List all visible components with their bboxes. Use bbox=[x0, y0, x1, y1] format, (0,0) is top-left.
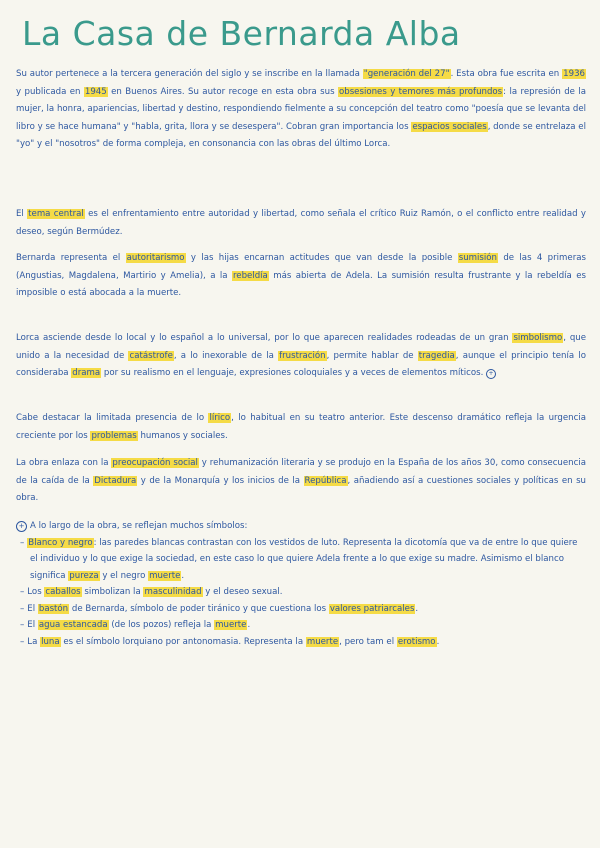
highlight: muerte bbox=[306, 636, 339, 647]
text: Su autor pertenece a la tercera generación del siglo y se inscribe en la llamada bbox=[16, 69, 363, 79]
highlight: masculinidad bbox=[144, 587, 202, 597]
highlight: rebeldía bbox=[232, 270, 268, 281]
text: , aunque el principio tenía lo consideraba bbox=[16, 350, 587, 378]
text: Los bbox=[27, 587, 45, 597]
text: es el enfrentamiento entre autoridad y libertad, como señala el crítico Ruiz Ramón, o el conflicto entre realidad y deseo, según Bermúdez. bbox=[16, 209, 586, 237]
page-title: La Casa de Bernarda Alba bbox=[22, 14, 461, 53]
highlight: erotismo bbox=[397, 636, 436, 647]
highlight: caballos bbox=[45, 587, 81, 597]
highlight: preocupación social bbox=[112, 458, 198, 468]
highlight: 1936 bbox=[563, 69, 586, 79]
highlight: "generación del 27" bbox=[363, 69, 450, 79]
highlight: luna bbox=[41, 636, 60, 647]
paragraph-context bbox=[16, 455, 586, 508]
text: La obra enlaza con la bbox=[16, 458, 112, 468]
paragraph-theme bbox=[16, 206, 586, 241]
text: . bbox=[415, 603, 419, 614]
text: El bbox=[27, 603, 38, 614]
text: La bbox=[27, 636, 41, 647]
text: , donde se entrelaza el "yo" y el "nosotros" de forma compleja, en consonancia con las obras del último Lorca. bbox=[16, 121, 586, 149]
highlight: Dictadura bbox=[94, 475, 137, 486]
text: de las 4 primeras (Angustias, Magdalena, Martirio y Amelia), a la bbox=[16, 253, 586, 281]
highlight: Blanco y negro bbox=[28, 537, 93, 548]
text: . Esta obra fue escrita en bbox=[450, 69, 563, 79]
highlight: autoritarismo bbox=[126, 253, 185, 263]
paragraph-lyric bbox=[16, 410, 586, 445]
text: A lo largo de la obra, se reflejan muchos símbolos: bbox=[30, 521, 248, 531]
text: . bbox=[436, 636, 440, 647]
text: y rehumanización literaria y se produjo en la España de los años 30, como consecuencia de la caída de la bbox=[16, 458, 586, 486]
text: : las paredes blancas contrastan con los vestidos de luto. Representa la dicotomía que va de entre lo que quiere el individuo y lo que exige la sociedad, en este caso lo que quiere Adela frente a lo que exige su madre. Asimismo el blanco significa bbox=[30, 537, 578, 581]
highlight: pureza bbox=[69, 570, 99, 581]
text: , que unido a la necesidad de bbox=[16, 333, 587, 361]
list-item: – Blanco y negro: las paredes blancas contrastan con los vestidos de luto. Representa la dicotomía que va de entre lo que quiere el individuo y lo que exige la sociedad, en este caso lo que quiere Adela frente a lo que exige su madre. Asimismo el blanco significa pureza y el negro muerte. bbox=[20, 537, 578, 581]
highlight: muerte bbox=[215, 620, 247, 630]
text: , añadiendo así a cuestiones sociales y políticas en su obra. bbox=[16, 475, 587, 503]
highlight: valores patriarcales bbox=[329, 603, 415, 614]
symbols-list bbox=[16, 518, 586, 650]
text: humanos y sociales. bbox=[137, 430, 228, 441]
highlight: drama bbox=[72, 368, 101, 378]
highlight: lírico bbox=[209, 413, 231, 423]
text: y las hijas encarnan actitudes que van desde la posible bbox=[185, 253, 458, 263]
text: y publicada en bbox=[16, 86, 84, 97]
text: Cabe destacar la limitada presencia de lo bbox=[16, 413, 209, 423]
list-item: – Los caballos simbolizan la masculinidad y el deseo sexual. bbox=[20, 587, 283, 597]
text: , a lo inexorable de la bbox=[173, 350, 279, 361]
highlight: muerte bbox=[149, 570, 181, 581]
text: por su realismo en el lenguaje, expresiones coloquiales y a veces de elementos míticos. bbox=[101, 368, 484, 378]
text: Lorca asciende desde lo local y lo español a lo universal, por lo que aparecen realidades rodeadas de un gran bbox=[16, 333, 513, 343]
highlight: problemas bbox=[91, 430, 137, 441]
text: El bbox=[16, 209, 28, 219]
text: Bernarda representa el bbox=[16, 253, 126, 263]
highlight: tragedia bbox=[418, 350, 455, 361]
highlight: bastón bbox=[38, 603, 69, 614]
circled-plus-icon: + bbox=[16, 521, 27, 532]
highlight: simbolismo bbox=[513, 333, 563, 343]
text: . bbox=[181, 570, 185, 581]
list-item: – La luna es el símbolo lorquiano por antonomasia. Representa la muerte, pero tam el erotismo. bbox=[20, 636, 440, 647]
text: en Buenos Aires. Su autor recoge en esta obra sus bbox=[107, 86, 338, 97]
highlight: agua estancada bbox=[38, 620, 108, 630]
text: , pero tam el bbox=[339, 636, 397, 647]
text: simbolizan la bbox=[81, 587, 144, 597]
highlight: sumisión bbox=[458, 253, 498, 263]
text: . bbox=[247, 620, 251, 630]
highlight: espacios sociales bbox=[412, 121, 487, 132]
text: y el negro bbox=[99, 570, 149, 581]
circled-plus-icon: + bbox=[486, 369, 496, 379]
highlight: catástrofe bbox=[129, 350, 173, 361]
highlight: tema central bbox=[28, 209, 84, 219]
list-item: – El bastón de Bernarda, símbolo de poder tiránico y que cuestiona los valores patriarcales. bbox=[20, 603, 419, 614]
text: , permite hablar de bbox=[326, 350, 418, 361]
text: de Bernarda, símbolo de poder tiránico y que cuestiona los bbox=[69, 603, 329, 614]
list-item: – El agua estancada (de los pozos) refleja la muerte. bbox=[20, 620, 251, 630]
highlight: 1945 bbox=[84, 86, 107, 97]
paragraph-characters bbox=[16, 250, 586, 303]
paragraph-symbolism bbox=[16, 330, 586, 383]
text: , lo habitual en su teatro anterior. Este descenso dramático refleja la urgencia creciente por los bbox=[16, 413, 586, 441]
text: y de la Monarquía y los inicios de la bbox=[137, 475, 304, 486]
text: (de los pozos) refleja la bbox=[108, 620, 215, 630]
highlight: frustración bbox=[279, 350, 326, 361]
text: es el símbolo lorquiano por antonomasia. Representa la bbox=[60, 636, 306, 647]
text: y el deseo sexual. bbox=[202, 587, 283, 597]
highlight: obsesiones y temores más profundos bbox=[338, 86, 503, 97]
paragraph-author bbox=[16, 66, 586, 154]
highlight: República bbox=[304, 475, 347, 486]
text: : la represión de la mujer, la honra, apariencias, libertad y destino, respondiendo fielmente a su concepción del teatro como "poesía que se levanta del libro y se hace humana" y "habla, grita, llora y se desespera". Cobran gran importancia los bbox=[16, 86, 587, 132]
text: más abierta de Adela. La sumisión resulta frustrante y la rebeldía es imposible o está abocada a la muerte. bbox=[16, 270, 586, 298]
text: El bbox=[27, 620, 38, 630]
list-intro bbox=[16, 518, 586, 535]
